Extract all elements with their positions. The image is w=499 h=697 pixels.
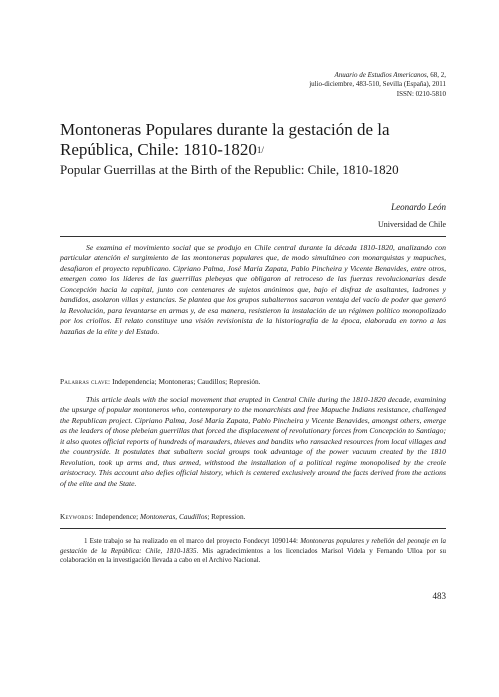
keywords-english-label: Keywords: xyxy=(60,512,94,521)
page-number: 483 xyxy=(432,591,446,601)
article-title xyxy=(60,120,446,159)
footnote-part-a: 1 Este trabajo se ha realizado en el marco del proyecto Fondecyt 1090144: xyxy=(84,537,301,545)
footnote-marker[interactable]: 1/ xyxy=(256,144,264,155)
journal-header xyxy=(309,71,446,99)
page xyxy=(60,0,446,697)
abstract-english-text: This article deals with the social movement that erupted in Central Chile during the 1810-1820 decade, examining the upsurge of popular montoneros who, contemporary to the monarchists and free Mapuche Indians resistance, challenged the Republican project. Cipriano Palma, José María Zapata, Pablo Pincheira y Vicente Benavides, amongst others, emerge as the leaders of those plebeian guerrillas that forced the displacement of revolutionary forces from Concepción to Santiago; it also quotes official reports of hundreds of marauders, thieves and bandits who ransacked resources from local villages and the countryside. It postulates that subaltern social groups took advantage of the power vacuum created by the 1810 Revolution, took up arms and, thus armed, withstood the installation of a political regime monopolised by the creole aristocracy. This account also defies official history, which is centered exclusively around the facts derived from the actions of the elite and the State. xyxy=(60,395,446,488)
journal-citation xyxy=(309,71,446,80)
keywords-spanish-list: Independencia; Montoneras; Caudillos; Represión. xyxy=(110,377,261,386)
footnote-project-title: Montoneras populares y rebelión del peonaje en la gestación de la República: Chile, 1810-1835 xyxy=(60,537,446,555)
keywords-english-list-c: ; Repression. xyxy=(207,512,246,521)
author-name: Leonardo León xyxy=(391,202,446,212)
abstract-bottom-rule xyxy=(60,528,446,529)
keywords-spanish xyxy=(60,377,446,387)
author-affiliation: Universidad de Chile xyxy=(378,220,446,229)
abstract-english xyxy=(60,395,446,489)
keywords-english-list-a: Independence; xyxy=(93,512,141,521)
journal-issn: ISSN: 0210-5810 xyxy=(396,89,446,98)
keywords-english-list-b: Montoneras, Caudillos xyxy=(140,512,208,521)
article-title-text: Montoneras Populares durante la gestación de la República, Chile: 1810-1820 xyxy=(60,120,390,159)
journal-name: Anuario de Estudios Americanos, xyxy=(334,71,429,79)
article-subtitle: Popular Guerrillas at the Birth of the Republic: Chile, 1810-1820 xyxy=(60,162,399,177)
abstract-spanish xyxy=(60,243,446,337)
abstract-spanish-text: Se examina el movimiento social que se produjo en Chile central durante la década 1810-1820, analizando con particular atención el surgimiento de las montoneras populares que, de modo simultáneo con monarquistas y mapuches, desafiaron el proyecto republicano. Cipriano Palma, José María Zapata, Pablo Pincheira y Vicente Benavides, entre otros, emergen como los líderes de las guerrillas plebeyas que obligaron al retroceso de las fuerzas revolucionarias desde Concepción hacia la capital, junto con centenares de sujetos anónimos que, bajo el disfraz de asaltantes, ladrones y bandidos, asolaron villas y estancias. Se plantea que los grupos subalternos sacaron ventaja del vacío de poder que generó la Revolución, para levantarse en armas y, de esa manera, resistieron la instalación de un régimen político monopolizado por los criollos. El relato constituye una visión revisionista de la historiografía de la época, elaborada en torno a las hazañas de la elite y del Estado. xyxy=(60,243,446,336)
keywords-english xyxy=(60,512,446,522)
journal-volume: 68, 2, xyxy=(428,71,446,79)
keywords-spanish-label: Palabras clave: xyxy=(60,377,111,386)
footnote xyxy=(60,537,446,566)
footnote-part-c: . Mis agradecimientos a los licenciados Marisol Videla y Fernando Ulloa por su colaboración en la investigación llevada a cabo en el Archivo Nacional. xyxy=(60,546,446,565)
abstract-top-rule xyxy=(60,236,446,237)
journal-dates: julio-diciembre, 483-510, Sevilla (España), 2011 xyxy=(309,80,446,89)
footnote-text xyxy=(60,537,446,566)
